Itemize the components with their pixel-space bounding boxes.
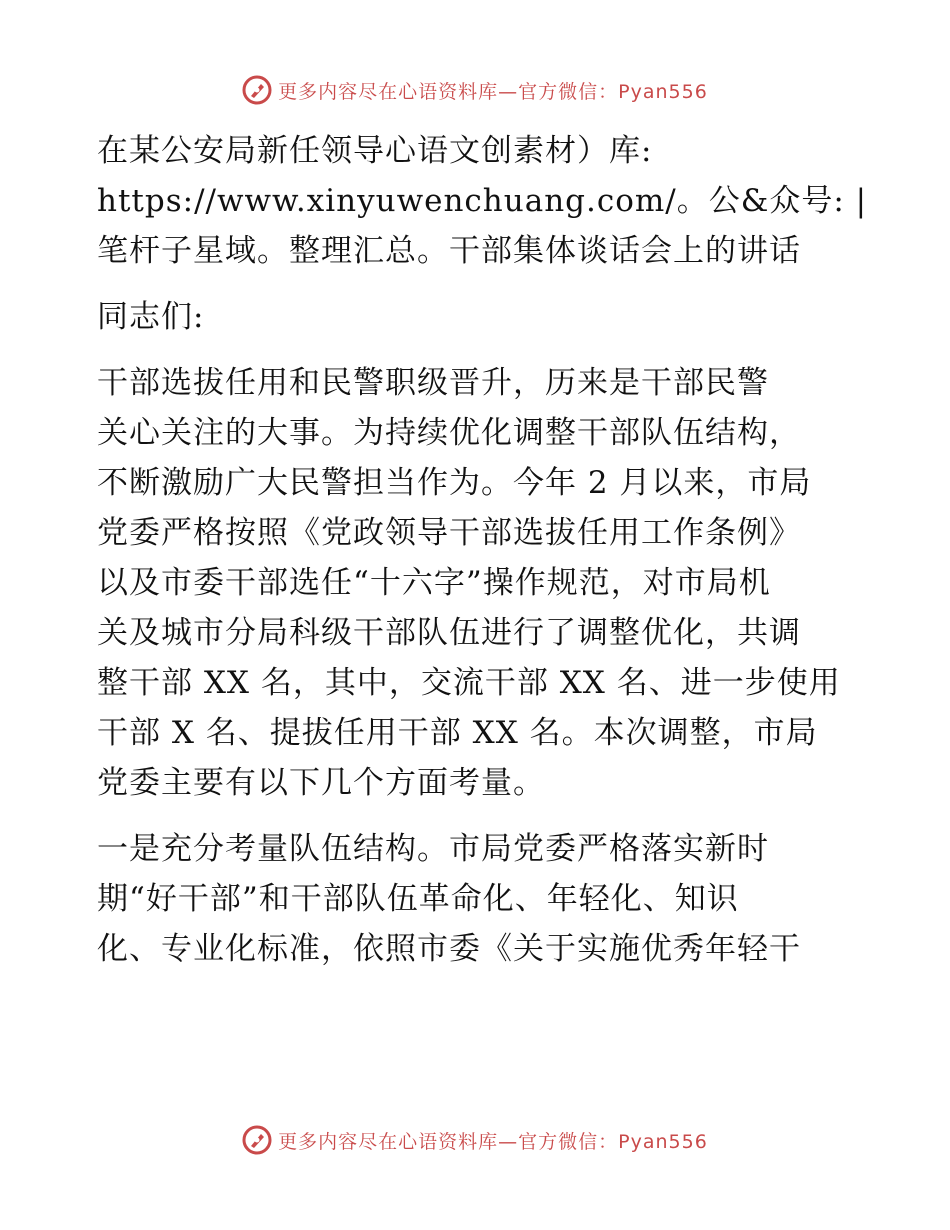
watermark-wechat: 官方微信：Pyan556: [518, 80, 708, 103]
pen-nib-circle-icon: [242, 75, 272, 105]
paragraph-line: 关心关注的大事。为持续优化调整干部队伍结构，: [97, 415, 801, 451]
watermark-dash: —: [498, 1130, 519, 1153]
paragraph-line: 以及市委干部选任“十六字”操作规范，对市局机: [97, 565, 771, 601]
paragraph-line: 化、专业化标准，依照市委《关于实施优秀年轻干: [97, 931, 801, 967]
document-body: [97, 126, 868, 974]
pen-nib-circle-icon: [242, 1125, 272, 1155]
watermark-wechat: 官方微信：Pyan556: [518, 1130, 708, 1153]
paragraph-line: 党委主要有以下几个方面考量。: [97, 765, 545, 801]
watermark-dash: —: [498, 80, 519, 103]
paragraph-line: 期“好干部”和干部队伍革命化、年轻化、知识: [97, 881, 739, 917]
paragraph-line: 关及城市分局科级干部队伍进行了调整优化，共调: [97, 615, 801, 651]
header-watermark: [0, 70, 950, 110]
paragraph-line: 干部选拔任用和民警职级晋升，历来是干部民警: [97, 365, 769, 401]
footer-watermark: [0, 1120, 950, 1160]
paragraph-line: 整干部 XX 名，其中，交流干部 XX 名、进一步使用: [97, 665, 841, 701]
watermark-text: 更多内容尽在心语资料库: [278, 80, 499, 103]
paragraph-line: 不断激励广大民警担当作为。今年 2 月以来，市局: [97, 465, 812, 501]
paragraph-line: 一是充分考量队伍结构。市局党委严格落实新时: [97, 831, 769, 867]
intro-line: 在某公安局新任领导心语文创素材）库:: [97, 133, 653, 169]
paragraph-line: 党委严格按照《党政领导干部选拔任用工作条例》: [97, 515, 801, 551]
paragraph-2: [97, 824, 857, 974]
watermark-text: 更多内容尽在心语资料库: [278, 1130, 499, 1153]
paragraph-line: 干部 X 名、提拔任用干部 XX 名。本次调整，市局: [97, 715, 818, 751]
intro-block: [97, 126, 868, 276]
intro-line: 笔杆子星域。整理汇总。干部集体谈话会上的讲话: [97, 233, 801, 269]
salutation-block: [97, 292, 857, 342]
salutation: 同志们:: [97, 299, 205, 335]
intro-line: https://www.xinyuwenchuang.com/。公&众号: |: [97, 183, 868, 219]
paragraph-1: [97, 358, 857, 808]
